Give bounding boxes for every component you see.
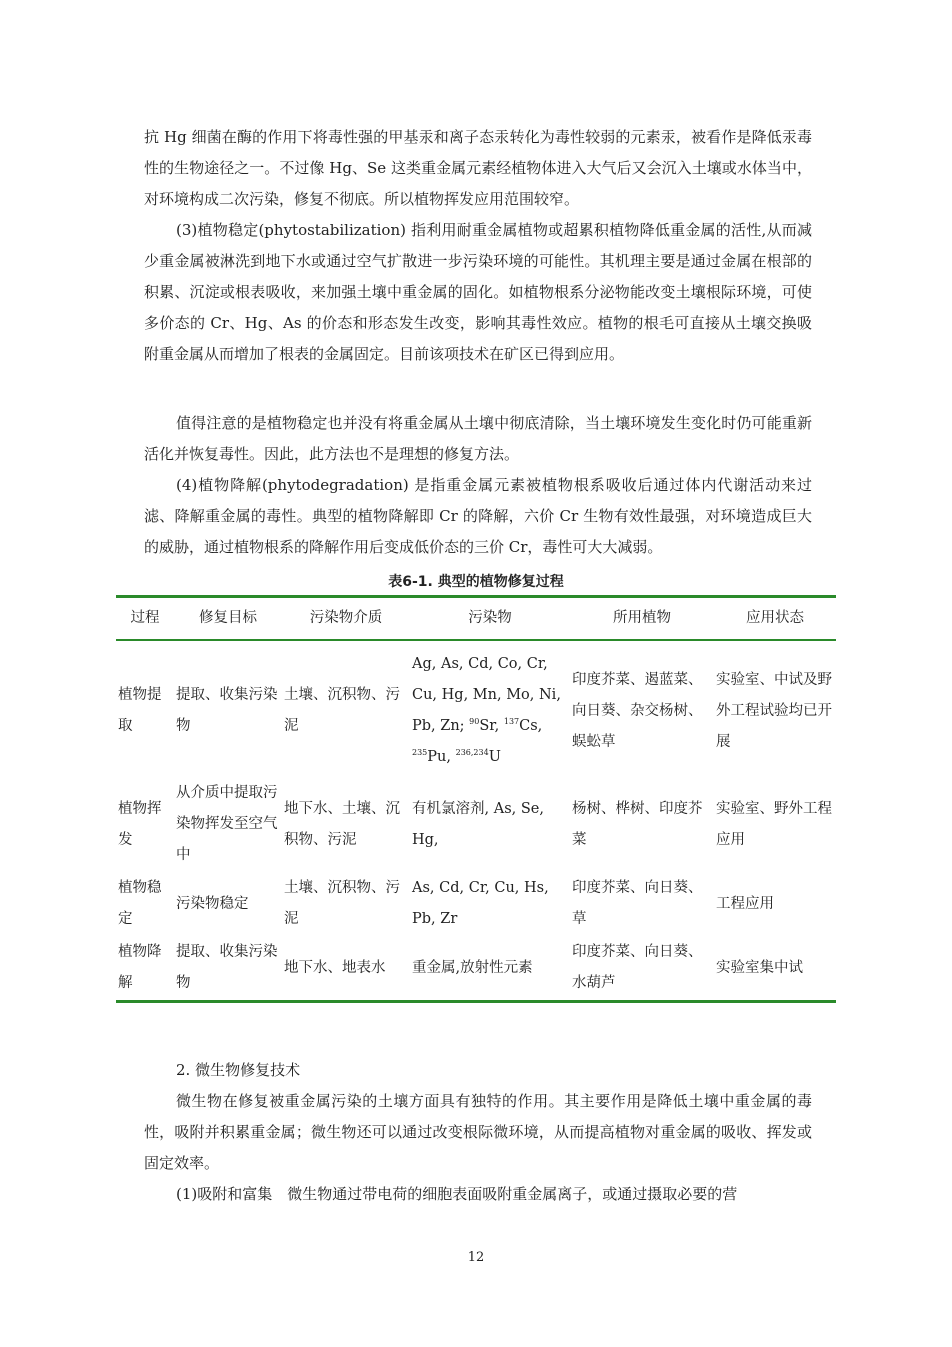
cell-status: 实验室集中试 <box>716 959 803 976</box>
isotope-mass: 236,234 <box>455 748 489 758</box>
cell-medium: 土壤、沉积物、污泥 <box>284 687 400 734</box>
isotope-element: U <box>488 749 501 765</box>
header-status: 应用状态 <box>746 610 804 626</box>
page-number: 12 <box>467 1250 485 1265</box>
cell-status: 实验室、中试及野外工程试验均已开展 <box>716 671 832 750</box>
cell-target: 提取、收集污染物 <box>176 687 278 734</box>
isotope-mass: 90 <box>469 717 480 727</box>
table-row <box>116 936 836 1002</box>
paragraph-phytodegradation: (4)植物降解(phytodegradation) 是指重金属元素被植物根系吸收后通过体内代谢活动来过滤、降解重金属的毒性。典型的植物降解即 Cr 的降解，六价 Cr 生物有效性最强，对环境造成巨大的威胁，通过植物根系的降解作用后变成低价态的三价 Cr，毒性可大大减弱。 <box>144 476 812 556</box>
cell-status: 工程应用 <box>716 895 774 912</box>
section-heading-microbial: 2. 微生物修复技术 <box>176 1061 301 1079</box>
table-row <box>116 872 836 936</box>
cell-pollutant: As, Cd, Cr, Cu, Hs, Pb, Zr <box>412 880 564 927</box>
cell-process: 植物稳定 <box>118 880 162 927</box>
cell-medium: 土壤、沉积物、污泥 <box>284 880 400 927</box>
cell-process: 植物挥发 <box>118 800 162 848</box>
header-plants: 所用植物 <box>613 610 671 626</box>
cell-status: 实验室、野外工程应用 <box>716 800 832 848</box>
table-header-row <box>116 597 836 641</box>
header-pollutant: 污染物 <box>468 610 512 626</box>
table-caption: 表6-1. 典型的植物修复过程 <box>388 574 564 590</box>
paragraph-microbial-intro: 微生物在修复被重金属污染的土壤方面具有独特的作用。其主要作用是降低土壤中重金属的毒性，吸附并积累重金属；微生物还可以通过改变根际微环境，从而提高植物对重金属的吸收、挥发或固定效率。 <box>144 1092 812 1172</box>
cell-process: 植物提取 <box>118 687 162 734</box>
cell-plants: 印度芥菜、向日葵、草 <box>572 880 703 927</box>
header-process: 过程 <box>130 610 160 626</box>
paragraph-phytostabilization: (3)植物稳定(phytostabilization) 指利用耐重金属植物或超累积植物降低重金属的活性,从而减少重金属被淋洗到地下水或通过空气扩散进一步污染环境的可能性。其机理主要是通过金属在根部的积累、沉淀或根表吸收，来加强土壤中重金属的固化。如植物根系分泌物能改变土壤根际环境，可使多价态的 Cr、Hg、As 的价态和形态发生改变，影响其毒性效应。植物的根毛可直接从土壤交换吸附重金属从而增加了根表的金属固定。目前该项技术在矿区已得到应用。 <box>144 221 812 363</box>
cell-pollutant: 有机氯溶剂, As, Se, Hg, <box>412 800 544 848</box>
isotope-mass: 137 <box>503 717 520 727</box>
cell-medium: 地下水、地表水 <box>284 959 386 976</box>
paragraph-adsorption: (1)吸附和富集 微生物通过带电荷的细胞表面吸附重金属离子，或通过摄取必要的营 <box>176 1185 738 1203</box>
table-row <box>116 777 836 872</box>
header-target: 修复目标 <box>199 610 257 626</box>
paragraph-stabilization-note: 值得注意的是植物稳定也并没有将重金属从土壤中彻底清除，当土壤环境发生变化时仍可能重新活化并恢复毒性。因此，此方法也不是理想的修复方法。 <box>144 414 812 463</box>
cell-pollutant: 重金属,放射性元素 <box>412 959 533 976</box>
isotope-mass: 235 <box>412 748 428 758</box>
cell-process: 植物降解 <box>118 944 162 991</box>
cell-medium: 地下水、土壤、沉积物、污泥 <box>284 800 400 848</box>
cell-target: 从介质中提取污染物挥发至空气中 <box>176 785 278 863</box>
pollutant-elements: Ag, As, Cd, Co, Cr, Cu, Hg, Mn, Mo, Ni, Pb, Zn; <box>412 656 561 734</box>
phytoremediation-table <box>116 595 836 1003</box>
isotope-element: Sr, <box>479 718 504 734</box>
cell-plants: 印度芥菜、向日葵、水葫芦 <box>572 944 703 991</box>
table-row <box>116 640 836 777</box>
paragraph-volatilization-end: 抗 Hg 细菌在酶的作用下将毒性强的甲基汞和离子态汞转化为毒性较弱的元素汞，被看作是降低汞毒性的生物途径之一。不过像 Hg、Se 这类重金属元素经植物体进入大气后又会沉入土壤或水体当中，对环境构成二次污染，修复不彻底。所以植物挥发应用范围较窄。 <box>144 128 812 208</box>
cell-pollutant <box>410 640 570 777</box>
isotope-element: Cs, <box>519 718 543 734</box>
cell-target: 提取、收集污染物 <box>176 944 278 991</box>
cell-target: 污染物稳定 <box>176 895 249 912</box>
cell-plants: 杨树、桦树、印度芥菜 <box>572 800 703 848</box>
header-medium: 污染物介质 <box>309 610 383 626</box>
cell-plants: 印度芥菜、遏蓝菜、向日葵、杂交杨树、蜈蚣草 <box>572 671 703 750</box>
isotope-element: Pu, <box>427 749 451 765</box>
